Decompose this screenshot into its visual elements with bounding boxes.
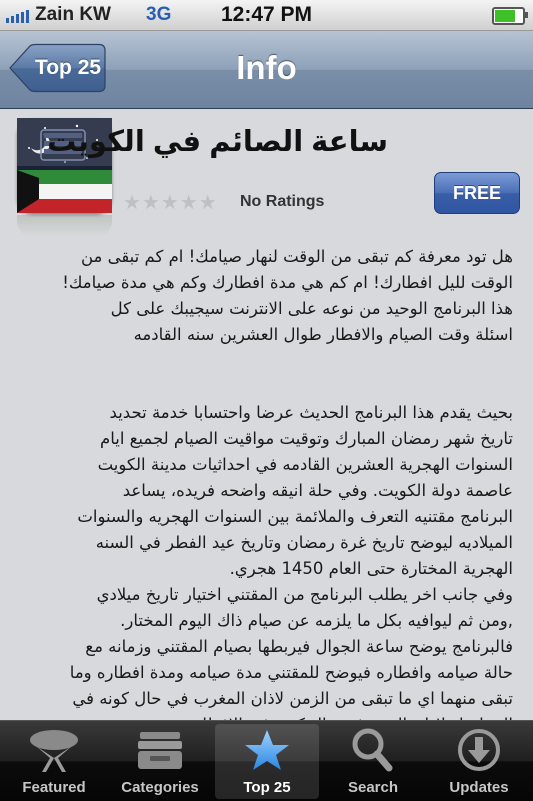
description-line: ,ومن ثم ليوافيه بكل ما يلزمه عن صيام ذاك اليوم المختار. [120, 611, 513, 630]
description-line: عاصمة دولة الكويت. وفي حلة انيقه واضحه فريده، يساعد [122, 481, 513, 500]
description-line: الميلاديه ليوضح تاريخ غرة رمضان وتاريخ عيد الفطر في السنه [95, 533, 513, 552]
tab-label: Search [347, 779, 399, 796]
updates-icon [427, 728, 531, 772]
tab-featured[interactable] [2, 724, 106, 799]
network-type: 3G [146, 4, 172, 25]
description-line: تبقى منهما اي ما تبقى من الزمن لاذان المغرب في حال كونه في [72, 689, 513, 708]
description-line: الهجرية المختارة حتى العام 1450 هجري. [229, 559, 513, 578]
free-button[interactable]: FREE [434, 172, 520, 214]
featured-icon [2, 728, 106, 772]
description-line: الوقت لليل افطارك! ام كم هي مدة افطارك وكم هي مدة صيامك! [62, 273, 513, 292]
description-line: حالة صيامه وافطاره فيوضح للمقتني مدة صيامه ومدة افطاره وما [69, 663, 513, 682]
tab-categories[interactable] [108, 724, 212, 799]
description-line: هذا البرنامج الوحيد من نوعه على الانترنت سيجيبك على كل [110, 299, 513, 318]
tab-search[interactable] [321, 724, 425, 799]
page-title: Info [236, 49, 297, 86]
tab-label: Categories [121, 779, 199, 796]
description-line: اسئلة وقت الصيام والافطار طوال العشرين سنه القادمه [133, 325, 513, 344]
tab-top-25[interactable] [215, 724, 319, 799]
description-line: البرنامج مقتنيه التعرف والملائمة بين السنوات الهجريه والسنوات [77, 507, 513, 526]
app-name: ساعة الصائم في الكويت [47, 126, 388, 158]
description-line: بحيث يقدم هذا البرنامج الحديث عرضا واحتسابا خدمة تحديد [109, 403, 513, 422]
description-block-1 [16, 244, 513, 348]
status-time: 12:47 PM [220, 3, 313, 26]
tab-label: Updates [449, 779, 509, 796]
star-icon [215, 728, 319, 772]
tab-updates[interactable] [427, 724, 531, 799]
app-description [16, 244, 513, 720]
back-button-label: Top 25 [34, 56, 102, 79]
battery-icon [492, 7, 525, 25]
description-line: السنوات الهجرية العشرين القادمه في احداثيات مدينة الكويت [97, 455, 513, 474]
tab-bar [0, 720, 533, 801]
description-block-2 [16, 400, 513, 738]
description-line: تاريخ شهر رمضان المبارك وتوقيت مواقيت الصيام لجميع ايام [99, 429, 513, 448]
carrier-name: Zain KW [35, 4, 111, 25]
navigation-bar [0, 31, 533, 109]
tab-label: Top 25 [243, 779, 291, 796]
rating-text: No Ratings [240, 193, 325, 210]
description-line: فالبرنامج يوضح ساعة الجوال فيربطها بصيام المقتني وزمانه مع [85, 637, 513, 656]
app-icon-reflection [17, 215, 112, 237]
tab-label: Featured [22, 779, 86, 796]
categories-icon [108, 728, 212, 772]
rating-stars-icon: ★★★★★ [123, 192, 218, 214]
description-line: هل تود معرفة كم تبقى من الوقت لنهار صيامك! ام كم تبقى من [80, 247, 513, 266]
description-line: وفي جانب اخر يطلب البرنامج من المقتني اختيار تاريخ ميلادي [96, 585, 513, 604]
status-bar [0, 0, 533, 31]
search-icon [321, 728, 425, 772]
